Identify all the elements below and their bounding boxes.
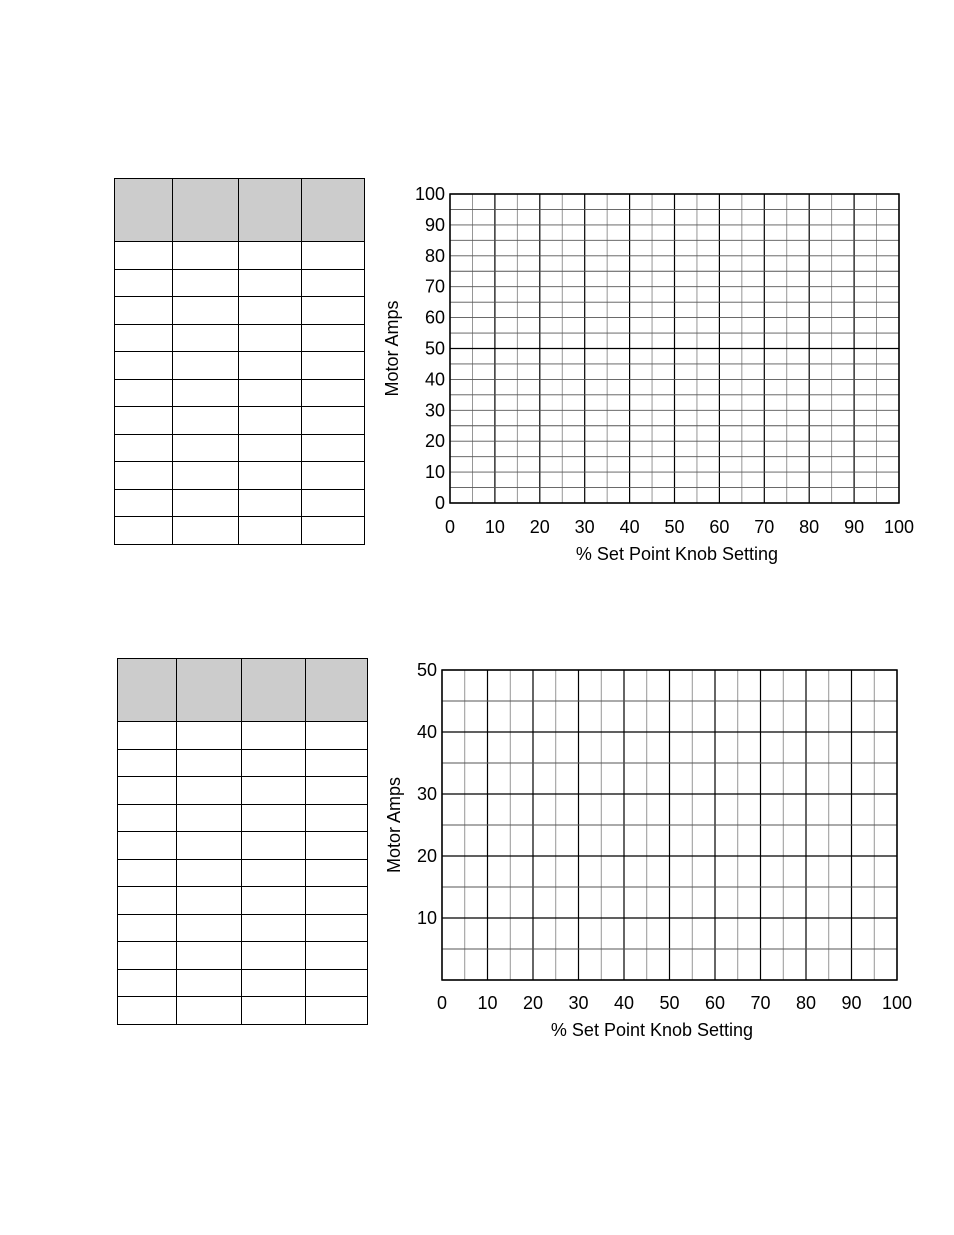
x-tick-label: 60 xyxy=(704,993,726,1013)
y-axis-label: Motor Amps xyxy=(384,776,404,874)
y-tick-label: 0 xyxy=(434,493,445,513)
x-tick-label: 50 xyxy=(664,517,685,537)
x-tick-label: 30 xyxy=(568,993,589,1013)
x-tick-label: 0 xyxy=(436,993,448,1013)
x-tick-label: 0 xyxy=(444,517,456,537)
y-tick-label: 30 xyxy=(416,784,437,804)
x-tick-label: 80 xyxy=(799,517,820,537)
x-axis-label: % Set Point Knob Setting xyxy=(550,1020,754,1040)
x-tick-label: 30 xyxy=(574,517,595,537)
y-tick-label: 20 xyxy=(424,431,445,452)
y-tick-label: 10 xyxy=(424,462,445,483)
y-tick-label: 100 xyxy=(414,184,445,204)
x-tick-label: 90 xyxy=(844,517,865,537)
y-tick-label: 20 xyxy=(416,846,437,866)
y-tick-label: 30 xyxy=(424,400,445,421)
x-tick-label: 10 xyxy=(477,993,498,1013)
x-tick-label: 10 xyxy=(484,517,505,537)
x-axis-label: % Set Point Knob Setting xyxy=(575,544,779,564)
x-tick-label: 40 xyxy=(613,993,635,1013)
y-tick-label: 60 xyxy=(424,307,445,328)
x-tick-label: 20 xyxy=(529,517,550,537)
y-axis-ticks xyxy=(417,660,437,928)
y-tick-label: 10 xyxy=(416,908,437,928)
x-tick-label: 50 xyxy=(659,993,680,1013)
x-tick-label: 70 xyxy=(750,993,771,1013)
x-tick-label: 60 xyxy=(709,517,730,537)
x-tick-label: 100 xyxy=(883,517,915,537)
x-tick-label: 20 xyxy=(522,993,544,1013)
y-tick-label: 40 xyxy=(416,722,437,742)
y-axis-label: Motor Amps xyxy=(382,300,402,397)
x-tick-label: 70 xyxy=(754,517,775,537)
y-tick-label: 40 xyxy=(424,369,445,390)
x-tick-label: 40 xyxy=(619,517,640,537)
x-axis-ticks xyxy=(437,993,912,1013)
y-tick-label: 50 xyxy=(424,338,445,359)
x-tick-label: 100 xyxy=(881,993,913,1013)
x-tick-label: 90 xyxy=(841,993,862,1013)
y-tick-label: 50 xyxy=(416,660,437,680)
y-tick-label: 70 xyxy=(424,276,445,297)
x-tick-label: 80 xyxy=(795,993,817,1013)
y-tick-label: 90 xyxy=(424,214,445,235)
chart-grid xyxy=(442,670,897,980)
y-tick-label: 80 xyxy=(424,245,445,266)
